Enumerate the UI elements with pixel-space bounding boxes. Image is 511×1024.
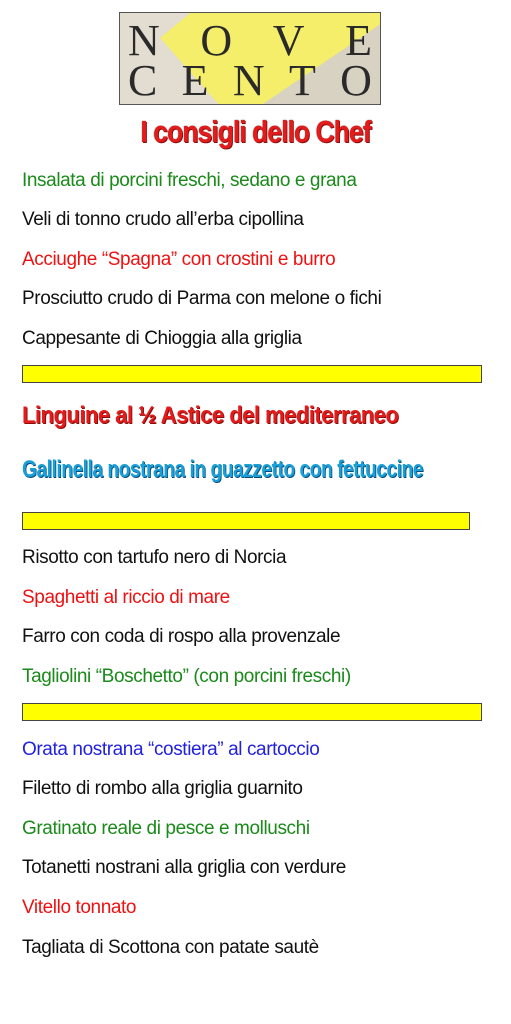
logo-line-1 xyxy=(120,16,380,65)
menu-item: Risotto con tartufo nero di Norcia xyxy=(22,547,287,568)
section-divider xyxy=(22,512,470,530)
menu-item: Orata nostrana “costiera” al cartoccio xyxy=(22,739,320,760)
special-item: Linguine al ½ Astice del mediterraneo xyxy=(22,402,399,429)
logo-letter: E xyxy=(345,16,372,65)
special-item: Gallinella nostrana in guazzetto con fettuccine xyxy=(22,456,423,483)
logo-letter: O xyxy=(340,56,372,105)
menu-item: Totanetti nostrani alla griglia con verdure xyxy=(22,857,346,878)
logo-letter: C xyxy=(128,56,158,105)
logo-letter: N xyxy=(128,16,160,65)
section-divider xyxy=(22,703,482,721)
novecento-logo xyxy=(119,12,381,105)
menu-item: Tagliolini “Boschetto” (con porcini freschi) xyxy=(22,666,351,687)
logo-letter: O xyxy=(200,16,233,65)
menu-item: Cappesante di Chioggia alla griglia xyxy=(22,328,302,349)
menu-item: Farro con coda di rospo alla provenzale xyxy=(22,626,341,647)
logo-letter: T xyxy=(288,56,316,105)
menu-item: Tagliata di Scottona con patate sautè xyxy=(22,937,319,958)
menu-item: Gratinato reale di pesce e molluschi xyxy=(22,818,310,839)
menu-item: Vitello tonnato xyxy=(22,897,137,918)
logo-letter: E xyxy=(181,56,209,105)
page-title: I consigli dello Chef xyxy=(140,114,371,149)
menu-item: Prosciutto crudo di Parma con melone o fichi xyxy=(22,288,382,309)
logo-line-2 xyxy=(120,56,380,105)
menu-item: Filetto di rombo alla griglia guarnito xyxy=(22,778,303,799)
menu-item: Spaghetti al riccio di mare xyxy=(22,587,230,608)
menu-item: Veli di tonno crudo all’erba cipollina xyxy=(22,209,304,230)
section-divider xyxy=(22,365,482,383)
menu-item: Insalata di porcini freschi, sedano e grana xyxy=(22,170,357,191)
menu-item: Acciughe “Spagna” con crostini e burro xyxy=(22,249,336,270)
logo-letter: N xyxy=(232,56,265,105)
logo-letter: V xyxy=(272,16,305,65)
